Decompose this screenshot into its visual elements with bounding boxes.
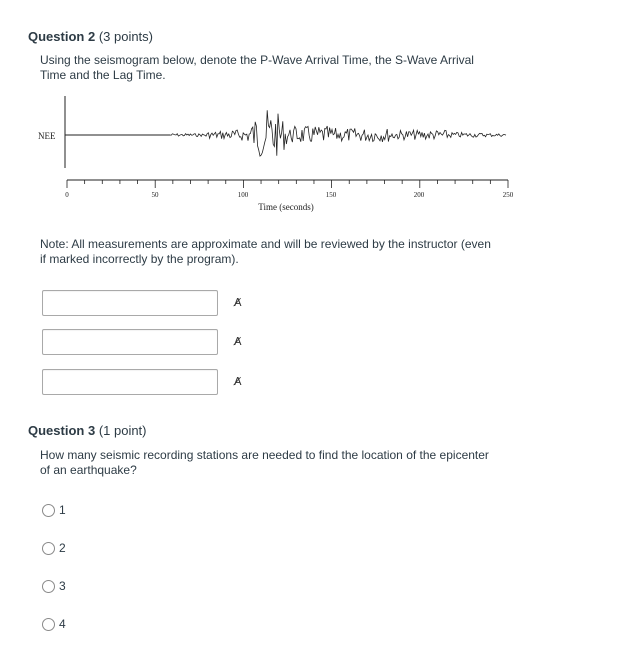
spellcheck-icon[interactable]: A̸ <box>234 296 242 309</box>
question-2-prompt <box>40 53 474 83</box>
tick-label-150: 150 <box>325 191 337 199</box>
question-2-prompt-line2: Time and the Lag Time. <box>40 68 166 82</box>
tick-label-100: 100 <box>237 191 249 199</box>
tick-label-0: 0 <box>65 191 69 199</box>
answer-input-1[interactable] <box>42 290 218 316</box>
question-2-prompt-line1: Using the seismogram below, denote the P-Wave Arrival Time, the S-Wave Arrival <box>40 53 474 67</box>
spellcheck-icon[interactable]: A̸ <box>234 335 242 348</box>
option-4[interactable] <box>42 615 66 633</box>
question-3-title <box>28 423 147 438</box>
option-3[interactable] <box>42 577 66 595</box>
question-2-note <box>40 237 491 267</box>
tick-label-250: 250 <box>502 191 514 199</box>
seismogram-waveform <box>170 110 506 156</box>
question-3-prompt <box>40 448 489 478</box>
question-2-note-line1: Note: All measurements are approximate and will be reviewed by the instructor (even <box>40 237 491 251</box>
option-2[interactable] <box>42 539 66 557</box>
question-2-points: (3 points) <box>98 29 154 44</box>
radio-unchecked-icon[interactable] <box>42 542 55 555</box>
question-3-prompt-line1: How many seismic recording stations are needed to find the location of the epicenter <box>40 448 489 462</box>
seismogram-x-axis-label: Time (seconds) <box>258 202 314 212</box>
option-label: 2 <box>59 541 66 555</box>
answer-input-2[interactable] <box>42 329 218 355</box>
radio-unchecked-icon[interactable] <box>42 618 55 631</box>
seismogram-image <box>30 92 530 220</box>
question-3-prompt-line2: of an earthquake? <box>40 463 137 477</box>
spellcheck-icon[interactable]: A̸ <box>234 375 242 388</box>
question-3-points: (1 point) <box>98 423 147 438</box>
tick-label-200: 200 <box>413 191 425 199</box>
tick-label-50: 50 <box>151 191 159 199</box>
seismogram-channel-label: NEE <box>38 131 56 141</box>
question-2-title <box>28 29 153 44</box>
option-label: 4 <box>59 617 66 631</box>
question-3-number: Question 3 <box>28 423 96 438</box>
option-label: 1 <box>59 503 66 517</box>
question-2-note-line2: if marked incorrectly by the program). <box>40 252 239 266</box>
seismogram-ticks <box>67 180 508 188</box>
radio-unchecked-icon[interactable] <box>42 580 55 593</box>
option-label: 3 <box>59 579 66 593</box>
question-2-number: Question 2 <box>28 29 96 44</box>
radio-unchecked-icon[interactable] <box>42 504 55 517</box>
option-1[interactable] <box>42 501 66 519</box>
answer-input-3[interactable] <box>42 369 218 395</box>
